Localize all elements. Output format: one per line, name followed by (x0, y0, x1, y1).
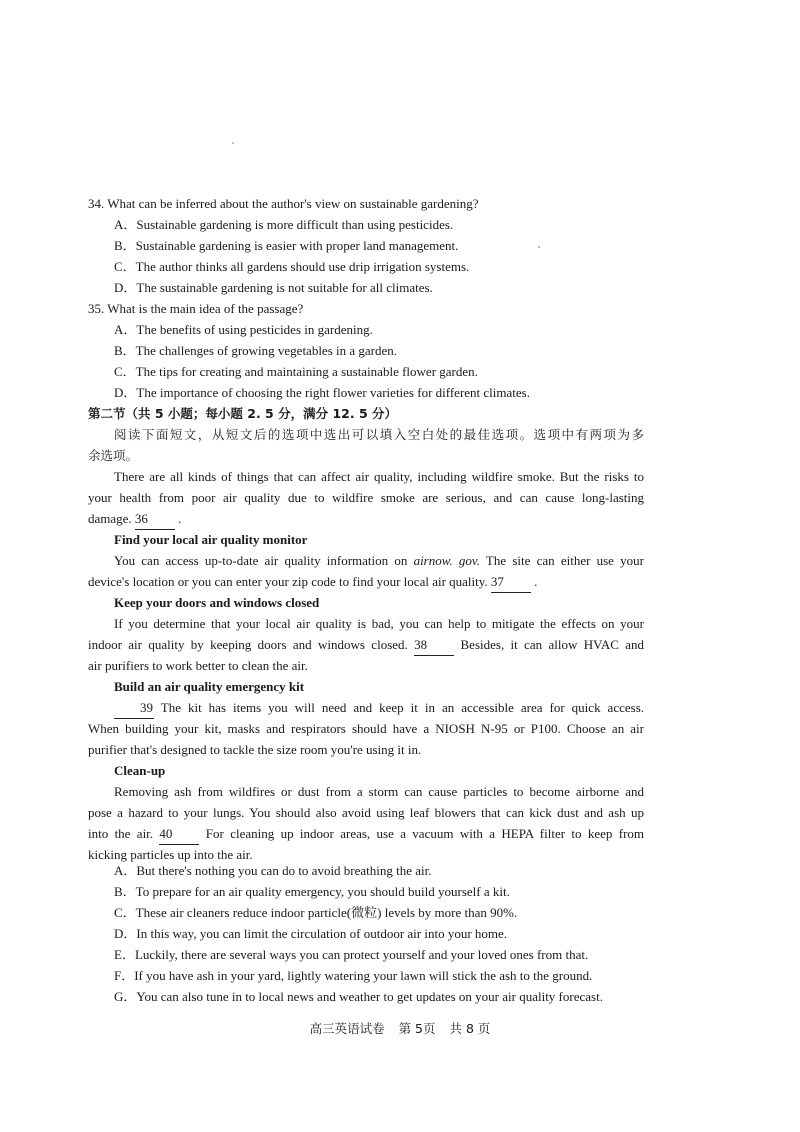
paragraph-line: device's location or you can enter your zip code to find your local air quality. 37 . (88, 571, 644, 592)
question-stem: 34. What can be inferred about the author's view on sustainable gardening? (88, 196, 479, 211)
choice-g: G．You can also tune in to local news and weather to get updates on your air quality forecast. (114, 989, 603, 1004)
choice-e: E．Luckily, there are several ways you can protect yourself and your loved ones from that. (114, 947, 589, 962)
paragraph-line: When building your kit, masks and respirators should have a NIOSH N-95 or P100. Choose an air (88, 721, 644, 736)
paragraph-line: damage. 36 . (88, 508, 644, 529)
paragraph-line (88, 697, 644, 718)
heading-emergency-kit: Build an air quality emergency kit (114, 679, 305, 694)
question-stem: 35. What is the main idea of the passage? (88, 301, 304, 316)
paragraph-line: Removing ash from wildfires or dust from a storm can cause particles to become airborne and (114, 784, 644, 799)
choice-b: B．To prepare for an air quality emergency, you should build yourself a kit. (114, 884, 510, 899)
section-instruction: 余选项。 (88, 448, 139, 463)
question-34 (88, 193, 479, 298)
paragraph-line (88, 550, 644, 571)
option-b: B．Sustainable gardening is easier with proper land management. (114, 238, 459, 253)
page-number: 第 5页 (398, 1021, 436, 1036)
paragraph-text: The kit has items you will need and keep it in an accessible area for quick access. (160, 700, 645, 715)
paragraph-text: The site can either use your (479, 553, 644, 568)
paragraph-text: into the air. (88, 826, 154, 841)
exam-name: 高三英语试卷 (309, 1021, 385, 1036)
paragraph-text: damage. (88, 511, 132, 526)
blank-37: 37 (491, 571, 531, 593)
option-d: D．The sustainable gardening is not suitable for all climates. (114, 280, 433, 295)
paragraph-line: kicking particles up into the air. (88, 847, 253, 862)
choice-list (88, 860, 603, 1007)
scan-speck (232, 142, 234, 144)
choice-c: C．These air cleaners reduce indoor particle(微粒) levels by more than 90%. (114, 905, 518, 920)
section-title: 第二节（共 5 小题；每小题 2. 5 分，满分 12. 5 分） (88, 406, 397, 421)
choice-f: F．If you have ash in your yard, lightly watering your lawn will stick the ash to the ground. (114, 968, 593, 983)
option-a: A．The benefits of using pesticides in gardening. (114, 322, 373, 337)
paragraph-text: You can access up-to-date air quality information on (114, 553, 414, 568)
passage (88, 466, 644, 865)
paragraph-line: There are all kinds of things that can affect air quality, including wildfire smoke. But the risks to (114, 469, 644, 484)
question-35 (88, 298, 530, 403)
choice-a: A．But there's nothing you can do to avoid breathing the air. (114, 863, 432, 878)
scan-speck (538, 246, 540, 248)
page-footer (0, 1019, 800, 1037)
paragraph-text: device's location or you can enter your zip code to find your local air quality. (88, 574, 488, 589)
choice-d: D．In this way, you can limit the circulation of outdoor air into your home. (114, 926, 508, 941)
page-total: 共 8 页 (449, 1021, 491, 1036)
site-name: airnow. gov. (413, 553, 480, 568)
paragraph-text: For cleaning up indoor areas, use a vacuum with a HEPA filter to keep from (205, 826, 645, 841)
heading-doors-windows: Keep your doors and windows closed (114, 595, 320, 610)
blank-38: 38 (414, 634, 454, 656)
paragraph-line: your health from poor air quality due to wildfire smoke are serious, and can cause long-lasting (88, 490, 644, 505)
blank-36: 36 (135, 508, 175, 530)
option-a: A．Sustainable gardening is more difficult than using pesticides. (114, 217, 454, 232)
option-d: D．The importance of choosing the right flower varieties for different climates. (114, 385, 530, 400)
paragraph-line (88, 634, 644, 655)
paragraph-text: indoor air quality by keeping doors and windows closed. (88, 637, 408, 652)
section-instruction: 阅读下面短文，从短文后的选项中选出可以填入空白处的最佳选项。选项中有两项为多 (114, 427, 644, 442)
paragraph-line: If you determine that your local air quality is bad, you can help to mitigate the effects on your (114, 616, 644, 631)
paragraph-text: Besides, it can allow HVAC and (460, 637, 645, 652)
blank-39: 39 (114, 697, 154, 719)
option-c: C．The tips for creating and maintaining a sustainable flower garden. (114, 364, 478, 379)
option-c: C．The author thinks all gardens should use drip irrigation systems. (114, 259, 470, 274)
blank-40: 40 (159, 823, 199, 845)
paragraph-line: air purifiers to work better to clean the air. (88, 658, 308, 673)
heading-air-monitor: Find your local air quality monitor (114, 532, 308, 547)
paragraph-line (88, 823, 644, 844)
option-b: B．The challenges of growing vegetables in a garden. (114, 343, 398, 358)
section-2 (88, 403, 644, 466)
paragraph-line: pose a hazard to your lungs. You should also avoid using leaf blowers that can kick dust and ash up (88, 805, 644, 820)
heading-clean-up: Clean-up (114, 763, 166, 778)
paragraph-line: purifier that's designed to tackle the size room you're using it in. (88, 742, 422, 757)
